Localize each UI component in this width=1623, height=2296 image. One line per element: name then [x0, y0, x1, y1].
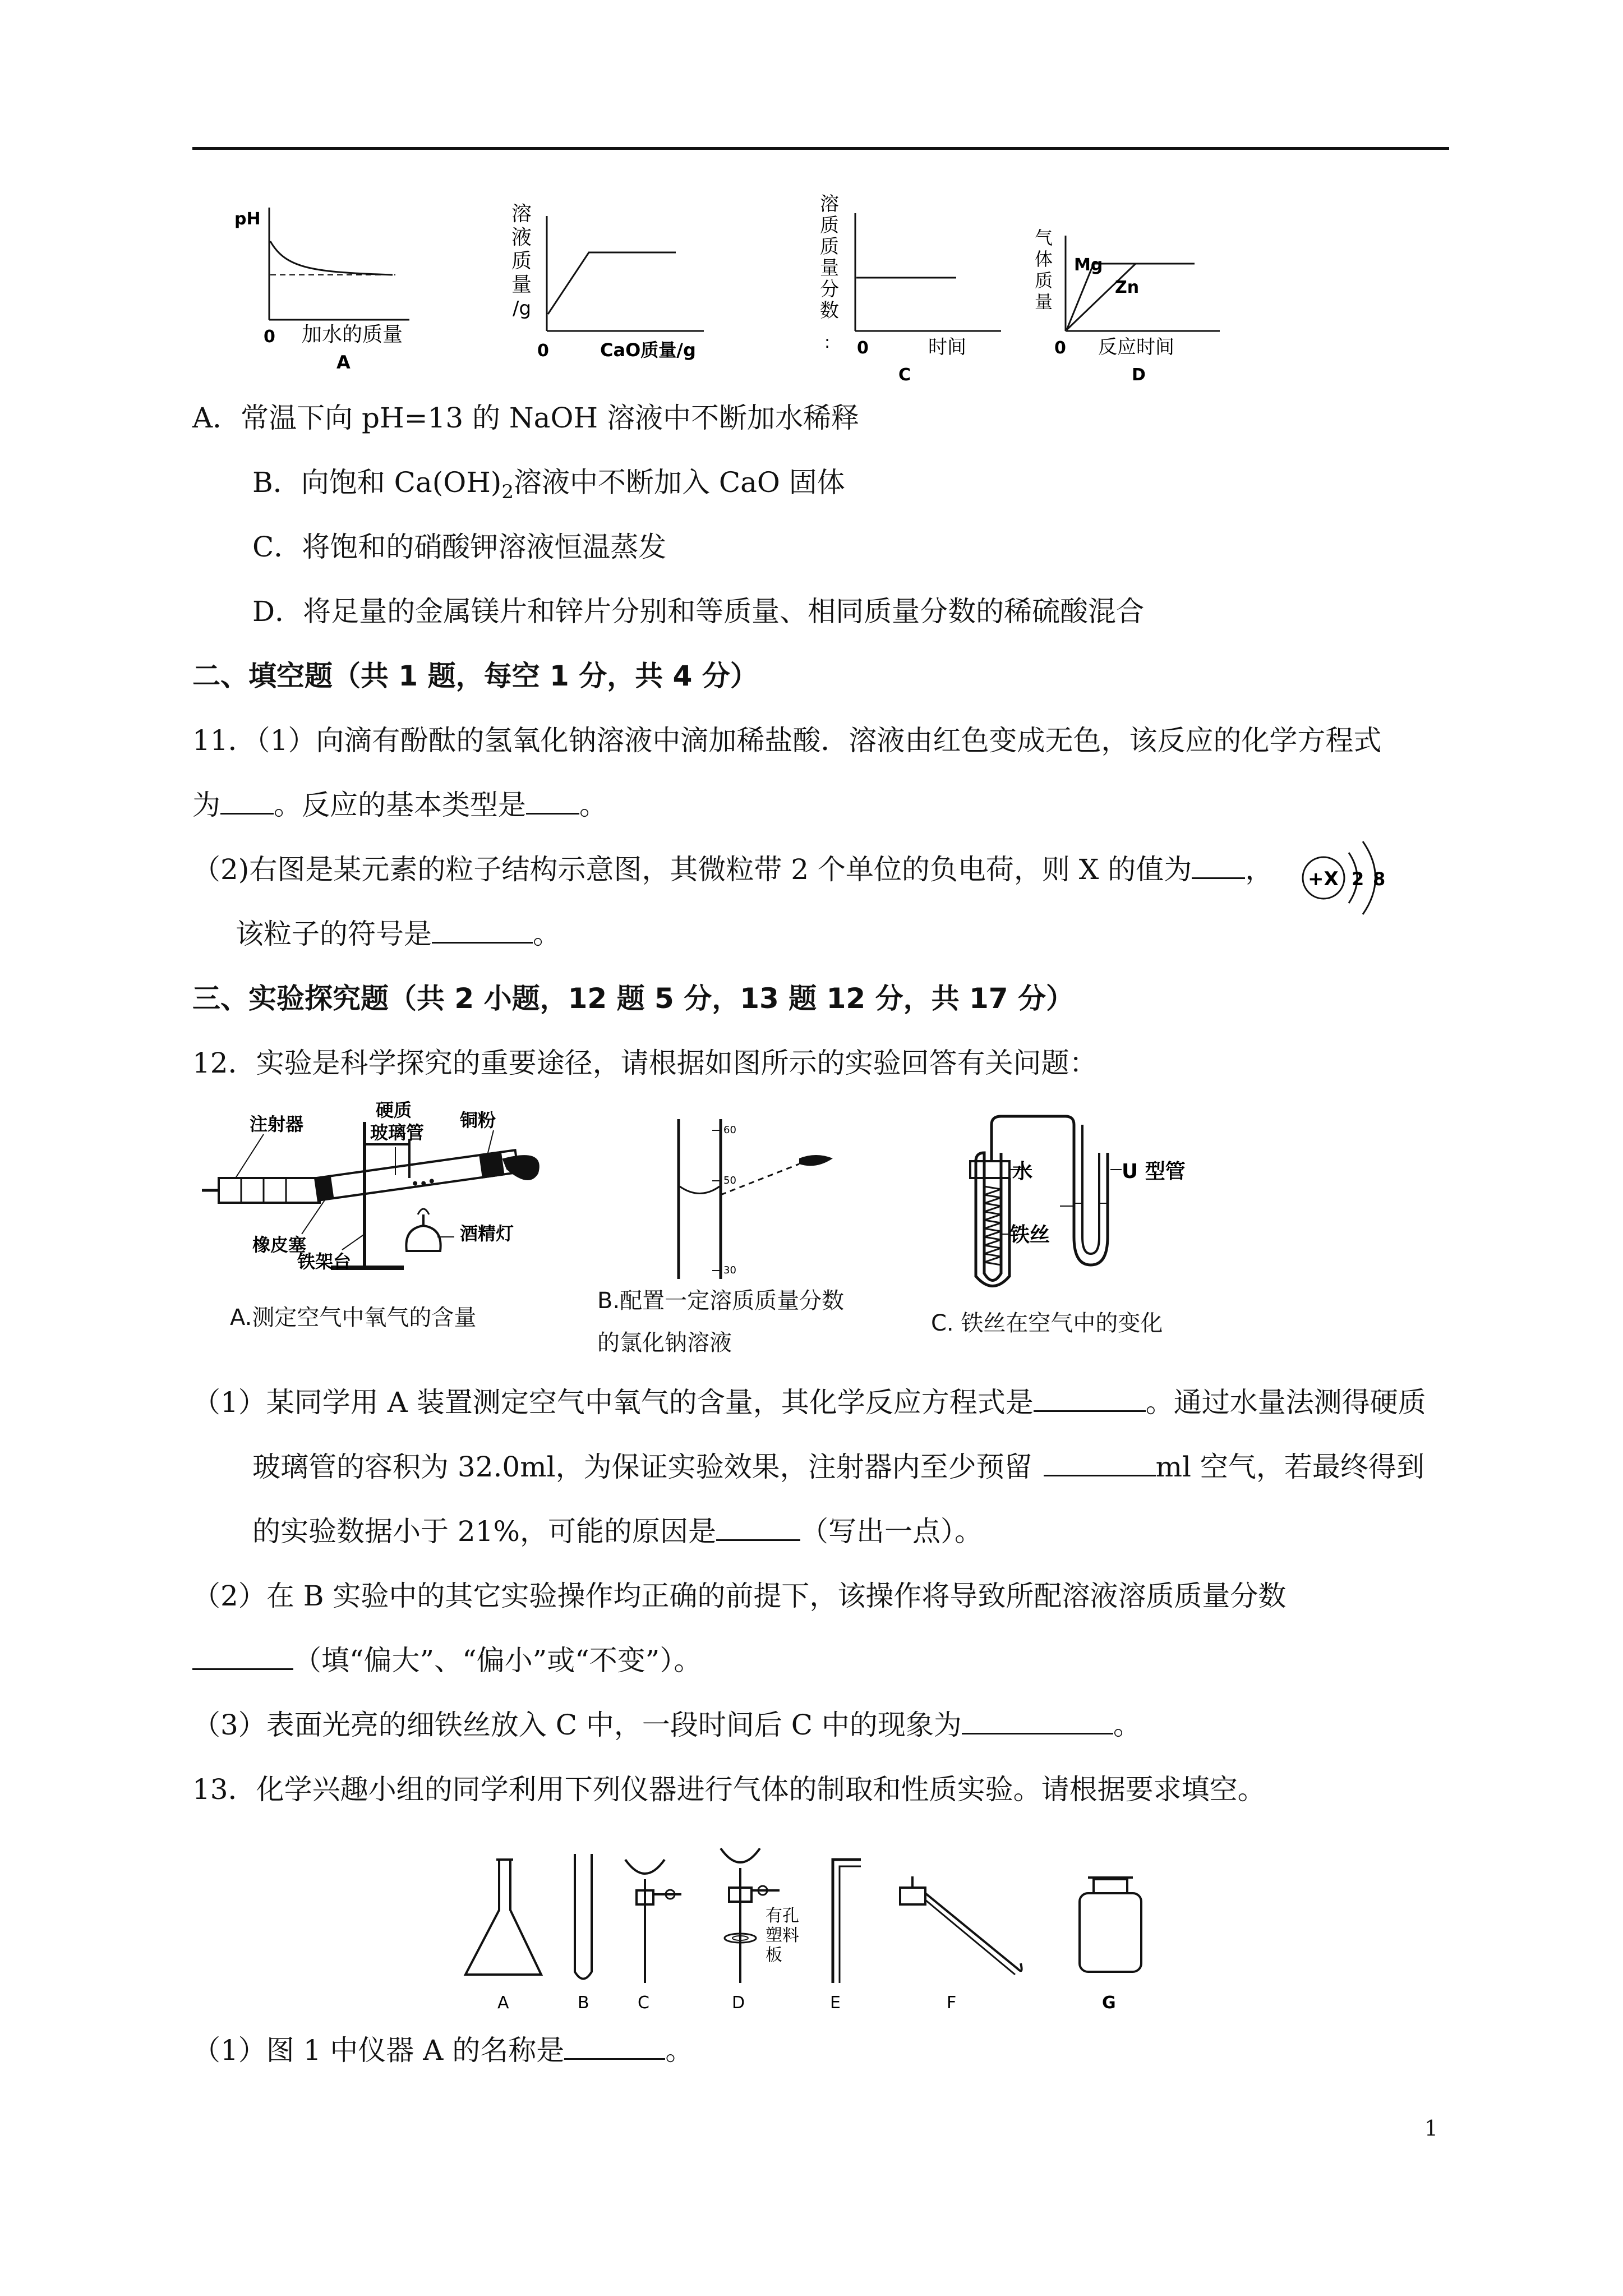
q12-fig-b-caption-2: 的氯化钠溶液	[597, 1330, 732, 1356]
q12-p1-l2-b: ml 空气，若最终得到	[1155, 1451, 1424, 1483]
graph-b-ylabel-4: 量	[511, 273, 532, 296]
q11-blank-reaction-type[interactable]	[526, 786, 579, 815]
graph-a	[224, 208, 426, 376]
q12-blank-reason[interactable]	[716, 1512, 800, 1541]
q11-line3-b: ，	[1245, 853, 1274, 886]
graph-b-ylabel-2: 液	[511, 226, 532, 249]
graph-d-mg-label: Mg	[1074, 255, 1103, 275]
label-iron-wire: 铁丝	[1009, 1223, 1050, 1246]
option-b-post: 溶液中不断加入 CaO 固体	[513, 466, 845, 499]
q11-line4-b: 。	[533, 918, 561, 950]
option-b-sub: 2	[501, 481, 514, 503]
option-b	[252, 463, 845, 512]
option-a: A．常温下向 pH=13 的 NaOH 溶液中不断加水稀释	[192, 402, 859, 434]
graph-b-xlabel: CaO质量/g	[600, 339, 696, 361]
label-u-tube: U 型管	[1122, 1160, 1186, 1183]
label-stopper: 橡皮塞	[252, 1234, 307, 1255]
q12-blank-ml[interactable]	[1044, 1448, 1156, 1476]
graph-c-ylabel-2: 质	[820, 214, 839, 237]
cyl-tick-30: 30	[723, 1264, 736, 1276]
graph-c-ylabel-4: 量	[820, 257, 839, 279]
graph-c-ylabel-6: 数	[820, 300, 839, 322]
graph-c-xlabel: 时间	[928, 336, 966, 358]
option-b-pre: B．向饱和 Ca(OH)	[252, 466, 502, 499]
label-water: 水	[1012, 1160, 1033, 1183]
apparatus-a-letter: A	[497, 1993, 509, 2013]
plate-label-3: 板	[766, 1945, 782, 1965]
q12-p1-l2-a: 玻璃管的容积为 32.0ml，为保证实验效果，注射器内至少预留	[252, 1451, 1032, 1483]
graph-b	[505, 194, 740, 373]
label-lamp: 酒精灯	[460, 1223, 514, 1244]
graph-c-ylabel-3: 质	[820, 236, 839, 258]
q12-p1-line2	[252, 1447, 1424, 1487]
q13-p1-b: 。	[665, 2034, 694, 2067]
q11-line1: 11．（1）向滴有酚酞的氢氧化钠溶液中滴加稀盐酸．溶液由红色变成无色，该反应的化学方程式	[192, 724, 1382, 757]
apparatus-e-letter: E	[830, 1993, 841, 2013]
q12-p3-a: （3）表面光亮的细铁丝放入 C 中，一段时间后 C 中的现象为	[192, 1709, 962, 1741]
atom-shell-1: 2	[1352, 868, 1364, 890]
q12-p1-l3-b: （写出一点）。	[800, 1515, 983, 1548]
q12-p1-l1-b: 。通过水量法测得硬质	[1145, 1386, 1426, 1419]
graph-c-ylabel-7: :	[824, 333, 831, 352]
graph-a-letter: A	[336, 352, 351, 373]
label-glass-tube-1: 硬质	[376, 1099, 412, 1121]
option-c: C．将饱和的硝酸钾溶液恒温蒸发	[252, 531, 667, 563]
q11-line2-b: 。反应的基本类型是	[274, 789, 526, 821]
cyl-tick-60: 60	[723, 1124, 736, 1136]
section-2-heading: 二、填空题（共 1 题，每空 1 分，共 4 分）	[192, 660, 758, 692]
q12-p1-line3	[252, 1512, 983, 1551]
q11-line2-c: 。	[579, 789, 607, 821]
graph-b-ylabel-1: 溶	[511, 203, 532, 226]
label-syringe: 注射器	[250, 1114, 304, 1135]
q11-line3	[192, 850, 1273, 889]
q12-blank-phenomenon[interactable]	[962, 1706, 1113, 1734]
q11-blank-symbol[interactable]	[432, 915, 533, 944]
q13-blank-instrument-name[interactable]	[564, 2031, 665, 2060]
apparatus-g-letter: G	[1102, 1993, 1116, 2013]
label-glass-tube-2: 玻璃管	[370, 1122, 425, 1143]
graph-b-ylabel-5: /g	[513, 297, 532, 320]
graph-d	[1026, 224, 1251, 387]
graph-d-zn-label: Zn	[1115, 278, 1140, 297]
q12-figure-a	[202, 1099, 572, 1285]
q12-p3	[192, 1705, 1141, 1745]
graph-d-ylabel-4: 量	[1035, 291, 1053, 312]
plate-label-1: 有孔	[766, 1906, 799, 1926]
graph-c	[808, 191, 1032, 385]
q12-blank-equation[interactable]	[1034, 1383, 1146, 1412]
graph-d-ylabel-1: 气	[1035, 227, 1053, 249]
page-number: 1	[1424, 2116, 1438, 2141]
graph-a-xlabel: 加水的质量	[302, 323, 403, 346]
q12-figure-b	[667, 1119, 869, 1282]
label-stand: 铁架台	[297, 1251, 352, 1272]
section-3-heading: 三、实验探究题（共 2 小题，12 题 5 分，13 题 12 分，共 17 分）	[192, 982, 1074, 1015]
graph-c-origin: 0	[857, 338, 869, 358]
label-copper: 铜粉	[460, 1110, 496, 1131]
graph-d-origin: 0	[1054, 338, 1066, 358]
apparatus-f-letter: F	[947, 1993, 957, 2013]
atom-structure-diagram	[1295, 833, 1419, 928]
q12-p3-b: 。	[1113, 1709, 1141, 1741]
plate-label-2: 塑料	[766, 1926, 799, 1945]
q13-p1-a: （1）图 1 中仪器 A 的名称是	[192, 2034, 565, 2067]
graph-c-ylabel-5: 分	[820, 278, 839, 301]
graph-d-ylabel-3: 质	[1035, 270, 1053, 291]
q13-apparatus-figure	[457, 1837, 1186, 2022]
graph-c-letter: C	[898, 365, 911, 385]
q12-blank-effect[interactable]	[192, 1641, 293, 1670]
apparatus-c-letter: C	[638, 1993, 649, 2013]
header-rule	[192, 147, 1449, 150]
graph-a-origin: 0	[264, 327, 275, 347]
atom-nucleus-label: +X	[1308, 868, 1339, 890]
q12-p2-l2: （填“偏大”、“偏小”或“不变”）。	[293, 1644, 702, 1677]
graph-d-ylabel-2: 体	[1035, 249, 1053, 270]
q12-fig-c-caption: C. 铁丝在空气中的变化	[931, 1310, 1163, 1336]
graph-b-ylabel-3: 质	[511, 250, 532, 273]
q12-p1-l1-a: （1）某同学用 A 装置测定空气中氧气的含量，其化学反应方程式是	[192, 1386, 1034, 1419]
q11-line4-a: 该粒子的符号是	[236, 918, 432, 950]
q12-fig-b-caption-1: B.配置一定溶质质量分数	[597, 1288, 845, 1314]
apparatus-d-letter: D	[732, 1993, 745, 2013]
q12-fig-a-caption: A.测定空气中氧气的含量	[230, 1305, 477, 1331]
q13-stem: 13．化学兴趣小组的同学利用下列仪器进行气体的制取和性质实验。请根据要求填空。	[192, 1773, 1266, 1806]
apparatus-b-letter: B	[578, 1993, 589, 2013]
graph-a-ylabel: pH	[234, 209, 261, 229]
q11-line4	[236, 914, 561, 954]
q12-p2-line1: （2）在 B 实验中的其它实验操作均正确的前提下，该操作将导致所配溶液溶质质量分数	[192, 1580, 1287, 1612]
q12-p2-line2	[192, 1641, 702, 1680]
q11-line2-a: 为	[192, 789, 220, 821]
q11-line3-a: （2)右图是某元素的粒子结构示意图，其微粒带 2 个单位的负电荷，则 X 的值为	[192, 853, 1192, 886]
graph-d-letter: D	[1132, 365, 1146, 385]
cyl-tick-50: 50	[723, 1175, 736, 1186]
q12-p1-line1	[192, 1383, 1426, 1422]
graph-d-xlabel: 反应时间	[1098, 336, 1174, 358]
q12-stem: 12．实验是科学探究的重要途径，请根据如图所示的实验回答有关问题：	[192, 1047, 1098, 1079]
q13-p1	[192, 2031, 693, 2070]
atom-shell-2: 8	[1373, 868, 1386, 890]
q12-figure-c	[953, 1114, 1223, 1293]
graph-b-origin: 0	[537, 341, 549, 361]
q11-line2	[192, 785, 607, 825]
q12-p1-l3-a: 的实验数据小于 21%，可能的原因是	[252, 1515, 717, 1548]
graph-c-ylabel-1: 溶	[820, 193, 839, 215]
q11-blank-x-value[interactable]	[1192, 850, 1245, 879]
q11-blank-equation[interactable]	[220, 786, 274, 815]
option-d: D．将足量的金属镁片和锌片分别和等质量、相同质量分数的稀硫酸混合	[252, 595, 1145, 628]
